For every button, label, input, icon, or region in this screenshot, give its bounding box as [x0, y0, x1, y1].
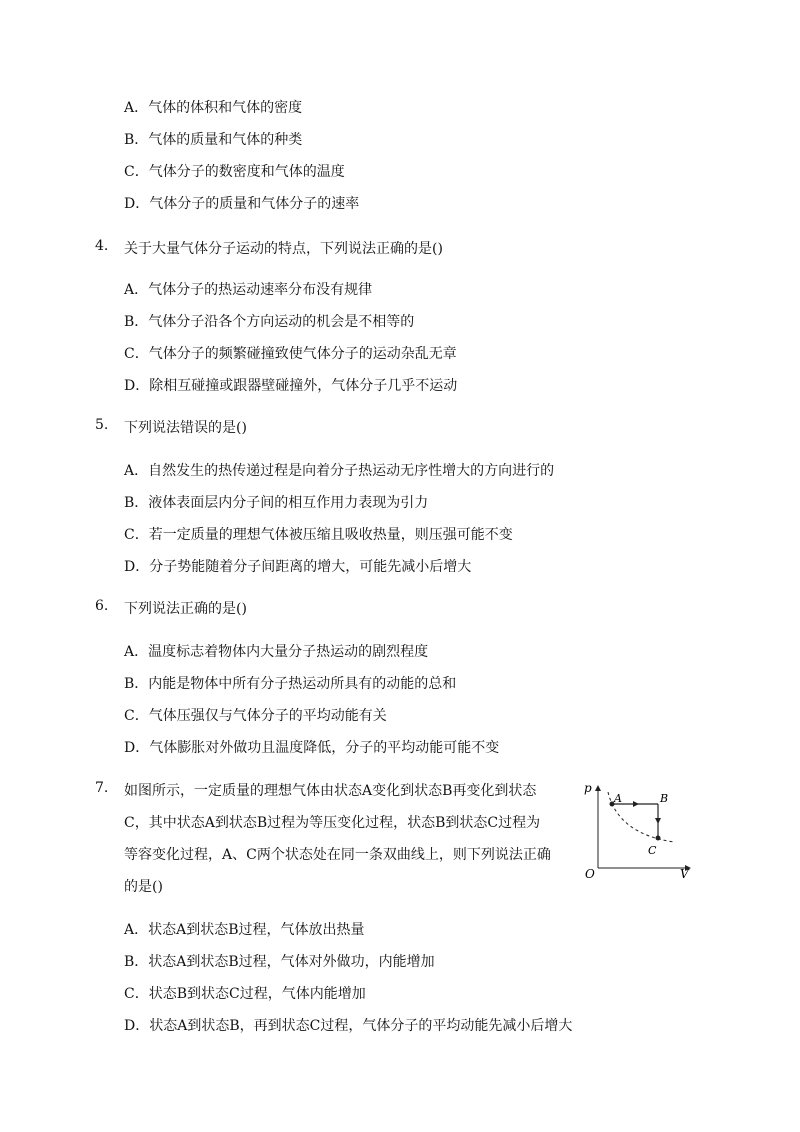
q5-stem: 下列说法错误的是()	[124, 420, 247, 436]
q4-option-b: B．气体分子沿各个方向运动的机会是不相等的	[124, 314, 415, 330]
q7-option-a: A．状态A到状态B过程，气体放出热量	[124, 922, 365, 938]
q5-option-d: D．分子势能随着分子间距离的增大，可能先减小后增大	[124, 559, 472, 575]
point-a-label: A	[614, 792, 622, 805]
q7-stem-line-2: C，其中状态A到状态B过程为等压变化过程，状态B到状态C过程为	[124, 815, 541, 831]
point-c-label: C	[648, 844, 657, 857]
q5-option-c: C．若一定质量的理想气体被压缩且吸收热量，则压强可能不变	[124, 527, 513, 543]
q4-stem: 关于大量气体分子运动的特点，下列说法正确的是()	[124, 241, 443, 257]
q4-option-d: D．除相互碰撞或跟器壁碰撞外，气体分子几乎不运动	[124, 378, 458, 394]
q7-stem-line-4: 的是()	[124, 879, 163, 895]
q6-option-d: D．气体膨胀对外做功且温度降低，分子的平均动能可能不变	[124, 740, 500, 756]
point-c-dot	[656, 836, 661, 841]
q7-number: 7.	[95, 780, 109, 796]
q4-option-c: C．气体分子的频繁碰撞致使气体分子的运动杂乱无章	[124, 346, 457, 362]
q5-option-b: B．液体表面层内分子间的相互作用力表现为引力	[124, 495, 429, 511]
q4-option-a: A．气体分子的热运动速率分布没有规律	[124, 282, 373, 298]
q7-stem-line-1: 如图所示，一定质量的理想气体由状态A变化到状态B再变化到状态	[124, 783, 537, 799]
arrow-right-icon	[633, 801, 639, 807]
v-axis-label: V	[680, 867, 689, 880]
q7-stem-line-3: 等容变化过程，A、C两个状态处在同一条双曲线上，则下列说法正确	[124, 847, 551, 863]
q6-stem: 下列说法正确的是()	[124, 601, 247, 617]
q3-option-b: B．气体的质量和气体的种类	[124, 132, 303, 148]
q5-number: 5.	[95, 417, 109, 433]
q3-option-c: C．气体分子的数密度和气体的温度	[124, 164, 345, 180]
q3-option-d: D．气体分子的质量和气体分子的速率	[124, 196, 360, 212]
origin-label: O	[585, 867, 595, 880]
q7-option-b: B．状态A到状态B过程，气体对外做功，内能增加	[124, 954, 435, 970]
q5-option-a: A．自然发生的热传递过程是向着分子热运动无序性增大的方向进行的	[124, 463, 555, 479]
arrow-down-icon	[655, 818, 661, 824]
q4-number: 4.	[95, 238, 109, 254]
q6-option-a: A．温度标志着物体内大量分子热运动的剧烈程度	[124, 644, 429, 660]
q6-option-c: C．气体压强仅与气体分子的平均动能有关	[124, 708, 387, 724]
q7-option-d: D．状态A到状态B，再到状态C过程，气体分子的平均动能先减小后增大	[124, 1018, 573, 1034]
p-axis-label: p	[584, 781, 592, 795]
q6-option-b: B．内能是物体中所有分子热运动所具有的动能的总和	[124, 676, 457, 692]
point-b-label: B	[660, 792, 669, 805]
q6-number: 6.	[95, 598, 109, 614]
q3-option-a: A．气体的体积和气体的密度	[124, 100, 303, 116]
q7-option-c: C．状态B到状态C过程，气体内能增加	[124, 986, 366, 1002]
pv-diagram	[578, 776, 698, 880]
